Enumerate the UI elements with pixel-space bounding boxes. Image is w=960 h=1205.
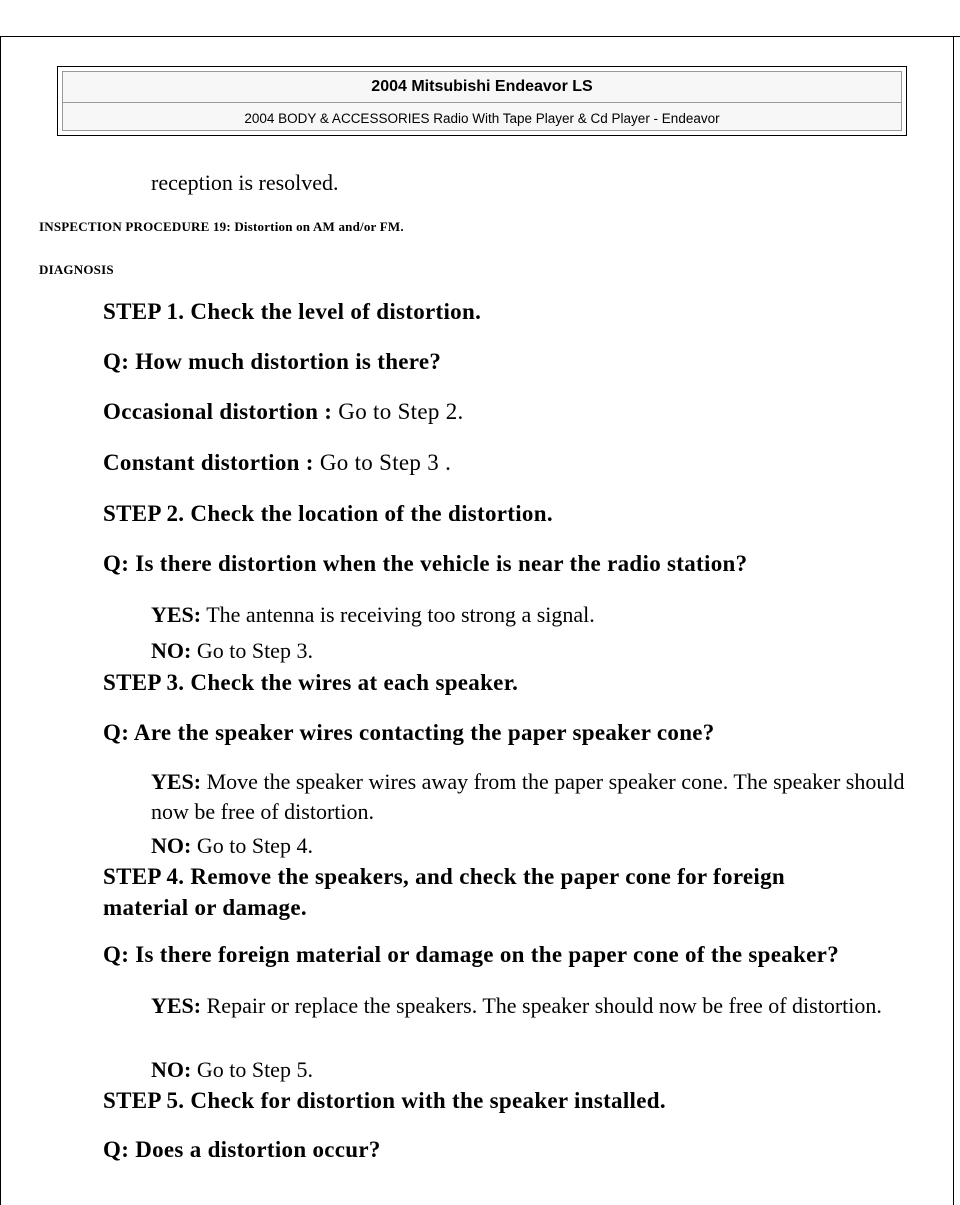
question-3-yes-text: Move the speaker wires away from the paper speaker cone. The speaker should now be free of distortion. bbox=[151, 769, 905, 824]
question-2-no bbox=[151, 638, 313, 664]
step-2-heading: STEP 2. Check the location of the distortion. bbox=[103, 501, 553, 526]
question-4-no-text: Go to Step 5. bbox=[191, 1057, 313, 1082]
option-occasional bbox=[103, 399, 464, 425]
document-header-inner bbox=[62, 71, 902, 131]
option-occasional-value: Go to Step 2. bbox=[332, 399, 464, 424]
yes-label: YES: bbox=[151, 993, 202, 1018]
header-subtitle: 2004 BODY & ACCESSORIES Radio With Tape Player & Cd Player - Endeavor bbox=[244, 111, 720, 126]
no-label: NO: bbox=[151, 638, 192, 663]
step-4-heading-line-2: material or damage. bbox=[103, 895, 307, 920]
option-constant bbox=[103, 450, 451, 476]
question-3-no-text: Go to Step 4. bbox=[191, 833, 313, 858]
question-5: Q: Does a distortion occur? bbox=[103, 1137, 381, 1162]
document-header bbox=[57, 66, 907, 136]
option-occasional-label: Occasional distortion : bbox=[103, 399, 333, 424]
option-constant-label: Constant distortion : bbox=[103, 450, 314, 475]
continuation-text: reception is resolved. bbox=[151, 170, 339, 195]
no-label: NO: bbox=[151, 1057, 192, 1082]
question-2-no-text: Go to Step 3. bbox=[191, 638, 313, 663]
question-4-no bbox=[151, 1057, 313, 1083]
option-constant-value: Go to Step 3 . bbox=[313, 450, 452, 475]
header-title: 2004 Mitsubishi Endeavor LS bbox=[371, 78, 593, 95]
question-3: Q: Are the speaker wires contacting the paper speaker cone? bbox=[103, 720, 715, 745]
step-3-heading: STEP 3. Check the wires at each speaker. bbox=[103, 670, 519, 695]
question-4: Q: Is there foreign material or damage on the paper cone of the speaker? bbox=[103, 942, 839, 967]
question-4-yes bbox=[151, 991, 911, 1021]
question-1: Q: How much distortion is there? bbox=[103, 349, 442, 374]
question-3-no bbox=[151, 833, 313, 859]
page-frame-top bbox=[0, 36, 960, 37]
question-2-yes-text: The antenna is receiving too strong a signal. bbox=[201, 602, 595, 627]
question-2: Q: Is there distortion when the vehicle is near the radio station? bbox=[103, 551, 748, 576]
yes-label: YES: bbox=[151, 602, 202, 627]
page-frame-right bbox=[953, 36, 954, 1205]
step-5-heading: STEP 5. Check for distortion with the speaker installed. bbox=[103, 1088, 666, 1113]
header-divider bbox=[63, 102, 901, 103]
step-4-heading-line-1: STEP 4. Remove the speakers, and check the paper cone for foreign bbox=[103, 864, 785, 889]
no-label: NO: bbox=[151, 833, 192, 858]
question-4-yes-text: Repair or replace the speakers. The speaker should now be free of distortion. bbox=[201, 993, 882, 1018]
question-3-yes bbox=[151, 767, 911, 827]
step-1-heading: STEP 1. Check the level of distortion. bbox=[103, 299, 482, 324]
yes-label: YES: bbox=[151, 769, 202, 794]
page-frame-left bbox=[0, 36, 1, 1205]
question-2-yes bbox=[151, 602, 595, 628]
diagnosis-label: DIAGNOSIS bbox=[39, 262, 114, 277]
procedure-title: INSPECTION PROCEDURE 19: Distortion on AM and/or FM. bbox=[39, 219, 404, 234]
